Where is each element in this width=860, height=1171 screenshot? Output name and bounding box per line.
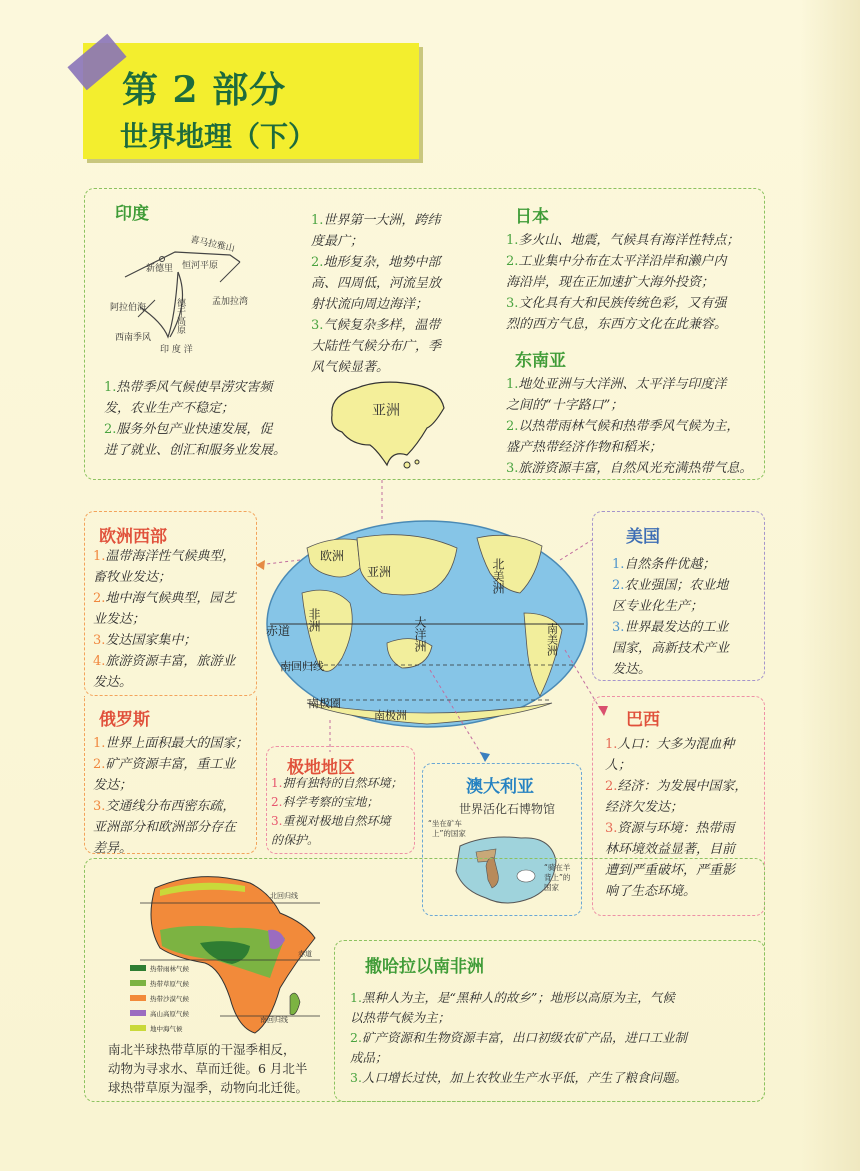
map-label-europe: 欧洲 xyxy=(320,549,345,563)
india-map-label-ocean: 印 度 洋 xyxy=(160,345,193,355)
southeast-asia-heading: 东南亚 xyxy=(515,351,566,371)
australia-subheading: 世界活化石博物馆 xyxy=(459,802,556,816)
legend-swatch-highland xyxy=(130,1010,146,1016)
africa-legend xyxy=(130,964,190,1033)
russia-heading: 俄罗斯 xyxy=(99,710,150,730)
india-map-label-himalaya: 喜马拉雅山 xyxy=(189,235,236,255)
india-map-label-monsoon: 西南季风 xyxy=(115,333,152,343)
asia-map-label: 亚洲 xyxy=(372,403,400,419)
southeast-asia-points: 1.地处亚洲与大洋洲、太平洋与印度洋 之间的“十字路口”； 2.以热带雨林气候和热带季风气候为主， 盛产热带经济作物和稻米； 3.旅游资源丰富，自然风光充满热带气息。 xyxy=(506,377,753,476)
africa-caption: 南北半球热带草原的干湿季相反， 动物为寻求水、草而迁徙。6 月北半 球热带草原为湿季，动物向北迁徙。 xyxy=(108,1042,309,1095)
map-label-north-america: 北美洲 xyxy=(491,558,505,594)
legend-label-highland: 高山高原气候 xyxy=(150,1010,189,1018)
australia-label-sheep-2: 背上”的 xyxy=(544,873,571,882)
africa-climate-map xyxy=(120,868,330,1040)
india-heading: 印度 xyxy=(115,204,149,224)
europe-west-points: 1.温带海洋性气候典型， 畜牧业发达； 2.地中海气候典型，园艺 业发达； 3.发达国家集中； 4.旅游资源丰富，旅游业 发达。 xyxy=(93,549,236,690)
india-map-label-ganges: 恒河平原 xyxy=(182,261,219,271)
legend-label-rainforest: 热带雨林气候 xyxy=(150,965,189,973)
map-label-south-america: 南美洲 xyxy=(545,623,559,656)
legend-swatch-savanna xyxy=(130,980,146,986)
legend-swatch-desert xyxy=(130,995,146,1001)
russia-points: 1.世界上面积最大的国家； 2.矿产资源丰富，重工业 发达； 3.交通线分布西密东疏， 亚洲部分和欧洲部分存在 差异。 xyxy=(93,736,249,856)
africa-label-tropic-s: 南回归线 xyxy=(260,1016,288,1024)
map-label-antarctic-circle: 南极圈 xyxy=(308,697,341,710)
legend-swatch-mediterranean xyxy=(130,1025,146,1031)
india-map-label-arabian: 阿拉伯海 xyxy=(110,303,147,313)
australia-label-mine-2: 上”的国家 xyxy=(432,829,466,838)
brazil-heading: 巴西 xyxy=(626,710,660,730)
map-label-oceania: 大洋洲 xyxy=(413,616,427,652)
polar-points: 1.拥有独特的自然环境； 2.科学考察的宝地； 3.重视对极地自然环境 的保护。 xyxy=(271,776,403,847)
map-label-tropic-s: 南回归线 xyxy=(280,660,324,673)
asia-points: 1.世界第一大洲，跨纬 度最广； 2.地形复杂，地势中部 高、四周低，河流呈放 射状流向周边海洋； 3.气候复杂多样，温带 大陆性气候分布广，季 风气候显著。 xyxy=(311,213,442,375)
polar-heading: 极地地区 xyxy=(287,758,355,778)
australia-heading: 澳大利亚 xyxy=(466,777,534,797)
australia-label-sheep-1: “骑在羊 xyxy=(544,863,571,872)
usa-heading: 美国 xyxy=(626,527,660,547)
europe-west-heading: 欧洲西部 xyxy=(99,527,167,547)
legend-label-desert: 热带沙漠气候 xyxy=(150,995,189,1003)
map-label-antarctica: 南极洲 xyxy=(374,709,407,722)
sub-saharan-heading: 撒哈拉以南非洲 xyxy=(365,957,484,977)
page-title: 第 2 部分 xyxy=(122,69,287,111)
sub-saharan-points: 1.黑种人为主，是“黑种人的故乡”；地形以高原为主，气候 以热带气候为主； 2.矿产资源和生物资源丰富，出口初级农矿产品，进口工业制 成品； 3.人口增长过快，加上农牧业生产水平低，产生了粮食问题。 xyxy=(350,990,687,1085)
brazil-points: 1.人口：大多为混血种 人； 2.经济：为发展中国家， 经济欠发达； 3.资源与环境：热带雨 林环境效益显著，目前 遭到严重破坏，严重影 响了生态环境。 xyxy=(605,737,748,899)
australia-label-mine-1: “坐在矿车 xyxy=(428,819,462,828)
map-label-asia: 亚洲 xyxy=(367,565,392,579)
japan-points: 1.多火山、地震，气候具有海洋性特点； 2.工业集中分布在太平洋沿岸和濑户内 海沿岸，现在正加速扩大海外投资； 3.文化具有大和民族传统色彩，又有强 烈的西方气息，东西方文化在此兼容。 xyxy=(506,233,740,332)
australia-label-sheep-3: 国家 xyxy=(544,883,559,892)
africa-label-equator: 赤道 xyxy=(298,950,312,958)
legend-swatch-rainforest xyxy=(130,965,146,971)
legend-label-savanna: 热带草原气候 xyxy=(150,980,189,988)
map-label-africa: 非洲 xyxy=(307,608,321,632)
japan-heading: 日本 xyxy=(515,207,549,227)
usa-points: 1.自然条件优越； 2.农业强国；农业地 区专业化生产； 3.世界最发达的工业 国家，高新技术产业 发达。 xyxy=(612,557,730,677)
india-map-label-deccan: 德干高原 xyxy=(175,298,185,334)
page-subtitle: 世界地理（下） xyxy=(120,120,317,153)
india-points: 1.热带季风气候使旱涝灾害频 发，农业生产不稳定； 2.服务外包产业快速发展，促 进了就业、创汇和服务业发展。 xyxy=(104,380,287,458)
legend-label-mediterranean: 地中海气候 xyxy=(150,1025,183,1033)
india-map-label-newdelhi: 新德里 xyxy=(146,264,174,274)
map-label-equator: 赤道 xyxy=(266,624,291,638)
africa-label-tropic-n: 北回归线 xyxy=(270,892,298,900)
madagascar-shape xyxy=(290,993,300,1015)
india-map-label-bengal: 孟加拉湾 xyxy=(212,297,249,307)
